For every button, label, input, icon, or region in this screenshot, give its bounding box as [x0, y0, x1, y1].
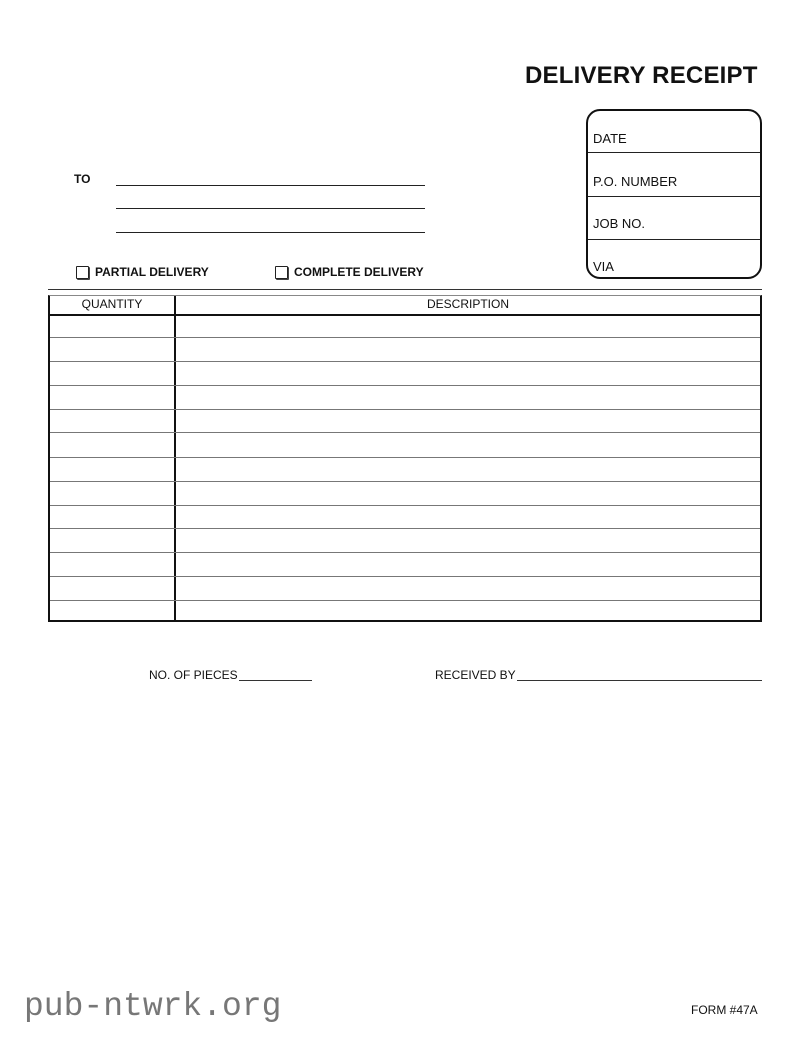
row-line [50, 385, 760, 386]
row-line [50, 409, 760, 410]
to-line-1[interactable] [116, 185, 425, 186]
row-line [50, 481, 760, 482]
row-line [50, 600, 760, 601]
table-header [50, 296, 760, 316]
pieces-input-line[interactable] [239, 680, 312, 681]
row-line [50, 552, 760, 553]
column-divider [174, 296, 176, 620]
row-line [50, 457, 760, 458]
info-box [586, 109, 762, 279]
row-line [50, 505, 760, 506]
description-cell[interactable] [176, 316, 760, 337]
date-field[interactable] [588, 111, 760, 152]
received-by-label: RECEIVED BY [435, 668, 516, 682]
pieces-label: NO. OF PIECES [149, 668, 238, 682]
checkbox-icon[interactable] [76, 266, 89, 279]
form-number: FORM #47A [691, 1003, 758, 1017]
row-line [50, 576, 760, 577]
column-header-description: DESCRIPTION [426, 297, 509, 311]
to-line-2[interactable] [116, 208, 425, 209]
row-line [50, 432, 760, 433]
items-table [48, 295, 762, 622]
job-no-label: JOB NO. [593, 216, 646, 231]
via-field[interactable] [588, 240, 760, 277]
section-divider [48, 289, 762, 290]
row-line [50, 361, 760, 362]
watermark: pub-ntwrk.org [24, 988, 282, 1025]
complete-delivery-checkbox[interactable] [275, 265, 424, 279]
partial-delivery-label: PARTIAL DELIVERY [95, 265, 209, 279]
row-line [50, 337, 760, 338]
to-line-3[interactable] [116, 232, 425, 233]
job-no-field[interactable] [588, 197, 760, 240]
document-title: DELIVERY RECEIPT [525, 62, 758, 89]
received-by-input-line[interactable] [517, 680, 762, 681]
date-label: DATE [593, 131, 627, 146]
checkbox-icon[interactable] [275, 266, 288, 279]
po-number-label: P.O. NUMBER [593, 174, 678, 189]
complete-delivery-label: COMPLETE DELIVERY [294, 265, 424, 279]
via-label: VIA [593, 259, 614, 274]
row-line [50, 528, 760, 529]
column-header-quantity: QUANTITY [81, 297, 143, 311]
to-label: TO [74, 172, 91, 186]
quantity-cell[interactable] [50, 316, 174, 337]
po-number-field[interactable] [588, 153, 760, 196]
partial-delivery-checkbox[interactable] [76, 265, 209, 279]
